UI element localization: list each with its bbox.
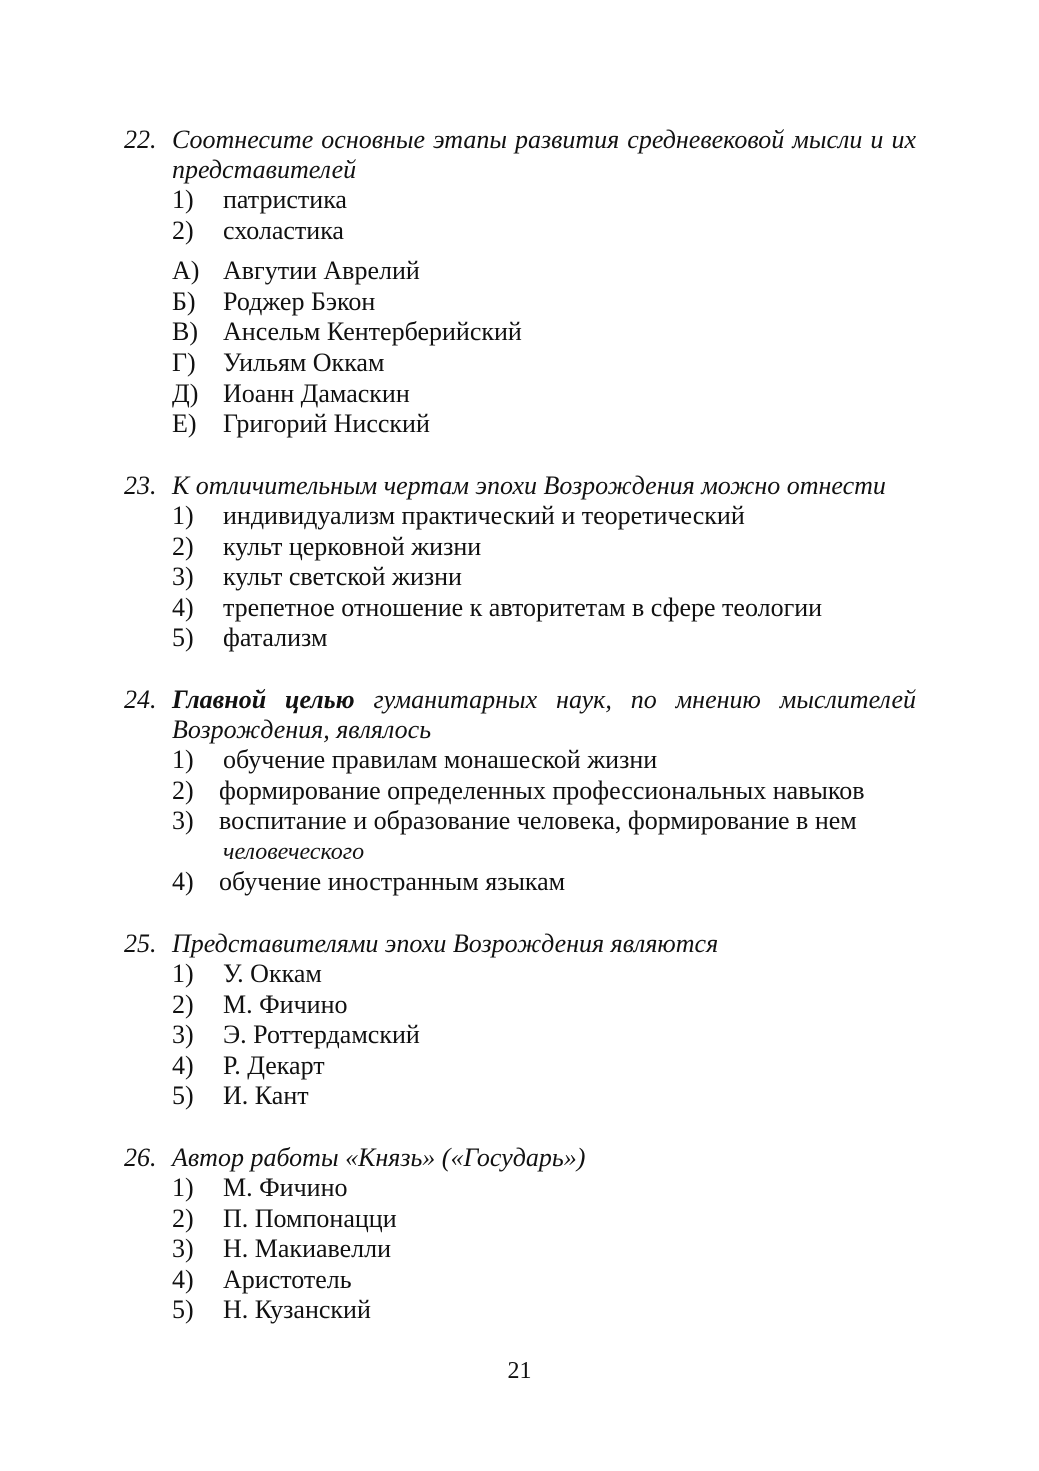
option-text: культ светской жизни: [223, 562, 462, 592]
option-continuation: человеческого: [223, 838, 365, 865]
question-prompt: [124, 1143, 916, 1173]
question-text: Представителями эпохи Возрождения являются: [172, 929, 719, 958]
option-label: 3): [172, 806, 194, 836]
option-text: трепетное отношение к авторитетам в сфере теологии: [223, 592, 823, 622]
match-item: [124, 379, 916, 410]
option-text: М. Фичино: [223, 989, 348, 1019]
option-text: индивидуализм практический и теоретический: [223, 501, 745, 530]
option-label: 4): [172, 1264, 194, 1294]
match-label: Е): [172, 409, 197, 439]
match-text: Уильям Оккам: [223, 347, 385, 377]
option-item: [124, 216, 916, 247]
question-text: К отличительным чертам эпохи Возрождения можно отнести: [172, 471, 886, 500]
option-label: 3): [172, 1234, 194, 1264]
option-label: 2): [172, 1203, 194, 1233]
match-label: Г): [172, 347, 196, 377]
question-text-rest: гуманитарных наук, по мнению мыслителей Возрождения, являлось: [172, 685, 916, 744]
question-number: 22.: [124, 125, 157, 154]
option-item: [124, 1081, 916, 1112]
option-text: У. Оккам: [223, 959, 322, 988]
page-number: 21: [507, 1358, 532, 1384]
option-text: фатализм: [223, 623, 328, 653]
option-item: [124, 562, 916, 593]
option-text: обучение иностранным языкам: [219, 867, 566, 897]
option-label: 1): [172, 185, 194, 214]
option-text: И. Кант: [223, 1081, 309, 1111]
option-text: патристика: [223, 185, 347, 214]
option-item: [124, 185, 916, 216]
option-text: П. Помпонацци: [223, 1203, 397, 1233]
option-item: [124, 959, 916, 990]
question-prompt: [124, 685, 916, 745]
option-text: М. Фичино: [223, 1173, 348, 1202]
option-label: 4): [172, 867, 194, 897]
match-text: Григорий Нисский: [223, 409, 430, 439]
question-number: 25.: [124, 929, 157, 958]
option-text: схоластика: [223, 215, 344, 245]
option-label: 2): [172, 989, 194, 1019]
option-text: Н. Кузанский: [223, 1295, 371, 1325]
question-number: 24.: [124, 685, 157, 714]
option-item: [124, 867, 916, 898]
option-label: 2): [172, 775, 194, 805]
option-label: 2): [172, 531, 194, 561]
match-label: В): [172, 317, 198, 347]
match-item: [124, 317, 916, 348]
option-text: обучение правилам монашеской жизни: [223, 745, 658, 774]
question-26: [124, 1143, 916, 1326]
option-label: 3): [172, 1020, 194, 1050]
question-number: 23.: [124, 471, 157, 500]
option-label: 5): [172, 1081, 194, 1111]
option-item: [124, 1234, 916, 1265]
option-label: 1): [172, 1173, 194, 1202]
question-22: [124, 125, 916, 440]
option-item: [124, 593, 916, 624]
option-label: 4): [172, 592, 194, 622]
option-item: [124, 745, 916, 776]
option-item: [124, 623, 916, 654]
question-24: [124, 685, 916, 898]
option-label: 1): [172, 745, 194, 774]
option-item: [124, 1020, 916, 1051]
match-label: А): [172, 256, 200, 286]
spacer: [124, 246, 916, 256]
match-item: [124, 287, 916, 318]
match-label: Б): [172, 286, 196, 316]
option-label: 3): [172, 562, 194, 592]
option-text: Аристотель: [223, 1264, 352, 1294]
option-item: [124, 501, 916, 532]
option-label: 2): [172, 215, 194, 245]
option-label: 1): [172, 501, 194, 530]
question-prompt: [124, 929, 916, 959]
question-text: Соотнесите основные этапы развития средневековой мысли и их представителей: [172, 125, 916, 184]
match-label: Д): [172, 378, 199, 408]
option-label: 1): [172, 959, 194, 988]
question-prompt: [124, 125, 916, 185]
option-text: Р. Декарт: [223, 1050, 325, 1080]
option-label: 5): [172, 623, 194, 653]
option-item: [124, 1265, 916, 1296]
match-text: Роджер Бэкон: [223, 286, 376, 316]
option-item: [124, 1173, 916, 1204]
option-label: 4): [172, 1050, 194, 1080]
question-23: [124, 471, 916, 654]
question-25: [124, 929, 916, 1112]
match-item: [124, 409, 916, 440]
question-emphasis: Главной целью: [172, 685, 355, 714]
option-item: [124, 990, 916, 1021]
option-text: Э. Роттердамский: [223, 1020, 420, 1050]
question-text: Автор работы «Князь» («Государь»): [172, 1143, 586, 1172]
question-text: [172, 685, 916, 745]
match-text: Иоанн Дамаскин: [223, 378, 410, 408]
question-prompt: [124, 471, 916, 501]
match-item: [124, 256, 916, 287]
option-item: [124, 1051, 916, 1082]
option-text: культ церковной жизни: [223, 531, 482, 561]
option-item: [124, 806, 916, 867]
match-item: [124, 348, 916, 379]
option-item: [124, 776, 916, 807]
question-number: 26.: [124, 1143, 157, 1172]
option-item: [124, 532, 916, 563]
match-text: Авгутии Аврелий: [223, 256, 420, 286]
match-text: Ансельм Кентерберийский: [223, 317, 522, 347]
option-text: воспитание и образование человека, формирование в нем: [219, 806, 857, 836]
option-item: [124, 1204, 916, 1235]
option-text: Н. Макиавелли: [223, 1234, 392, 1264]
option-text: формирование определенных профессиональных навыков: [219, 775, 865, 805]
option-label: 5): [172, 1295, 194, 1325]
option-item: [124, 1295, 916, 1326]
